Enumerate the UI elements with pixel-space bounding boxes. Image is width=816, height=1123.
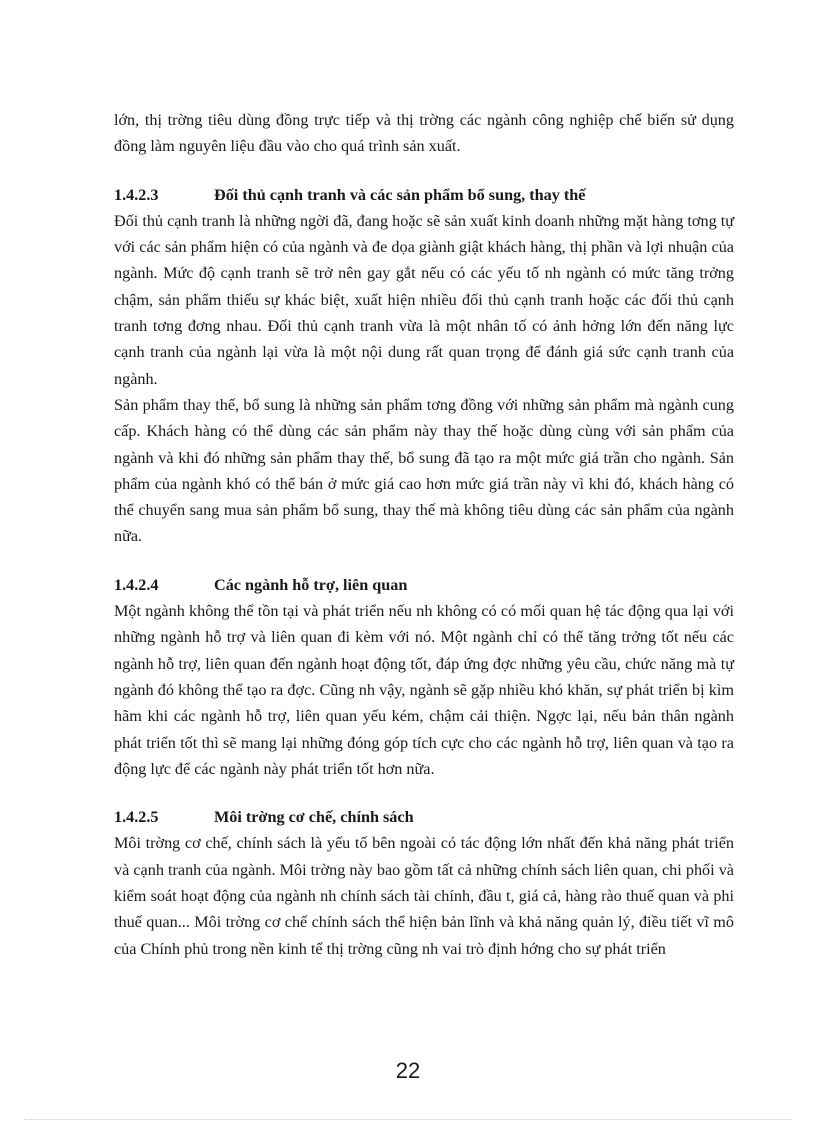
continued-paragraph: lớn, thị trờng tiêu dùng đồng trực tiếp và thị trờng các ngành công nghiệp chế biến sử dụng đồng làm nguyên liệu đầu vào cho quá trình sản xuất.: [114, 111, 734, 156]
section-heading-1-4-2-3: [114, 182, 734, 208]
page-body: [114, 107, 734, 962]
section-heading-1-4-2-5: [114, 804, 734, 830]
section-title: Các ngành hỗ trợ, liên quan: [214, 575, 408, 594]
page-number: 22: [395, 1058, 421, 1083]
section-number: 1.4.2.4: [114, 575, 159, 594]
section-heading-1-4-2-4: [114, 572, 734, 598]
body-paragraph: Môi trờng cơ chế, chính sách là yếu tố bên ngoài có tác động lớn nhất đến khả năng phát triển và cạnh tranh của ngành. Môi trờng này bao gồm tất cả những chính sách liên quan, chi phối và kiểm soát hoạt động của ngành nh chính sách tài chính, đầu t, giá cả, hàng rào thuế quan và phi thuế quan... Môi trờng cơ chế chính sách thể hiện bản lĩnh và khả năng quản lý, điều tiết vĩ mô của Chính phủ trong nền kinh tế thị trờng cũng nh vai trò định hớng cho sự phát triển: [114, 834, 734, 958]
section-number: 1.4.2.5: [114, 808, 159, 827]
section-title: Đối thủ cạnh tranh và các sản phẩm bổ sung, thay thế: [214, 185, 586, 204]
body-paragraph: Sản phẩm thay thế, bổ sung là những sản phẩm tơng đồng với những sản phẩm mà ngành cung cấp. Khách hàng có thể dùng các sản phẩm này thay thế hoặc dùng cùng với sản phẩm của ngành và khi đó những sản phẩm thay thế, bổ sung đã tạo ra một mức giá trần cho ngành. Sản phẩm của ngành khó có thể bán ở mức giá cao hơn mức giá trần này vì khi đó, khách hàng có thể chuyển sang mua sản phẩm bổ sung, thay thế mà không tiêu dùng các sản phẩm của ngành nữa.: [114, 395, 734, 546]
section-title: Môi trờng cơ chế, chính sách: [214, 808, 414, 827]
section-number: 1.4.2.3: [114, 185, 159, 204]
body-paragraph: Một ngành không thể tồn tại và phát triển nếu nh không có có mối quan hệ tác động qua lại với những ngành hỗ trợ và liên quan đi kèm với nó. Một ngành chỉ có thể tăng trởng tốt nếu các ngành hỗ trợ, liên quan đến ngành hoạt động tốt, đáp ứng đợc những yêu cầu, chức năng mà tự ngành đó không thể tạo ra đợc. Cũng nh vậy, ngành sẽ gặp nhiều khó khăn, sự phát triển bị kìm hãm khi các ngành hỗ trợ, liên quan yếu kém, chậm cải thiện. Ngợc lại, nếu bản thân ngành phát triển tốt thì sẽ mang lại những đóng góp tích cực cho các ngành hỗ trợ, liên quan và tạo ra động lực để các ngành này phát triển tốt hơn nữa.: [114, 602, 734, 778]
page-footer-divider: [24, 1119, 792, 1120]
body-paragraph: Đối thủ cạnh tranh là những ngời đã, đang hoặc sẽ sản xuất kinh doanh những mặt hàng tơng tự với các sản phẩm hiện có của ngành và đe dọa giành giật khách hàng, thị phần và lợi nhuận của ngành. Mức độ cạnh tranh sẽ trở nên gay gắt nếu có các yếu tố nh ngành có mức tăng trởng chậm, sản phẩm thiếu sự khác biệt, xuất hiện nhiều đối thủ cạnh tranh hoặc các đối thủ cạnh tranh tơng đơng nhau. Đối thủ cạnh tranh vừa là một nhân tố có ảnh hởng lớn đến năng lực cạnh tranh của ngành lại vừa là một nội dung rất quan trọng để đánh giá sức cạnh tranh của ngành.: [114, 211, 734, 388]
